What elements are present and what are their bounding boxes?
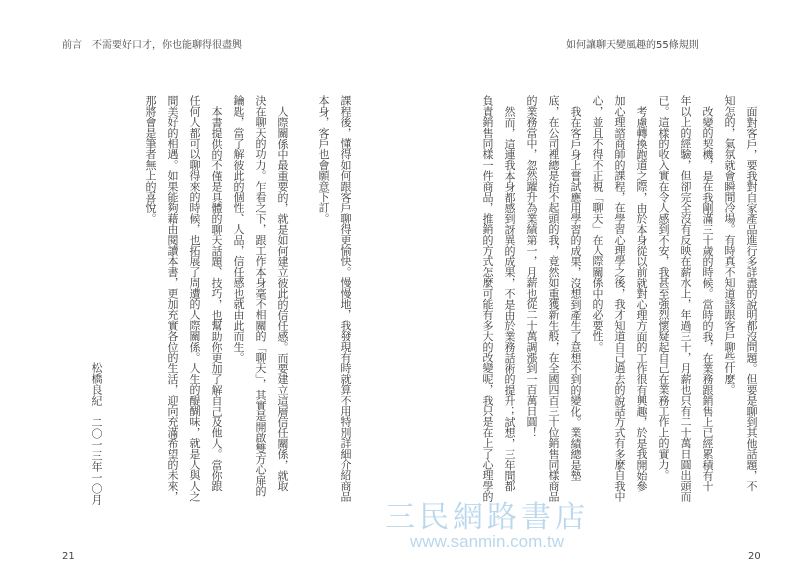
text-line: 鑰匙，當了解彼此的個性、人品，信任感也就由此而生。 [232,95,245,363]
text-line: 負責銷售同樣一件商品，推銷的方式怎麼可能有多大的改變呢，我只是在上了心理學的 [481,95,494,502]
text-line: 已。這樣的收入實在令人感到不安，我甚至強烈懷疑起自己在業務工作上的實力。 [657,95,670,481]
text-line: 考慮轉換跑道之際，由於本身從以前就對心理方面的工作很有興趣，於是我開始參 [635,106,648,492]
page-number: 21 [62,551,75,562]
text-line: 本身，客戶也會願意下訂。 [317,95,330,224]
watermark-url: www.sanmin.com.tw [410,532,564,551]
text-line: 決在聊天的功力。乍看之下，跟工作本身毫不相關的「聊天」，其實是開啟雙方心扉的 [254,95,267,497]
right-page [400,0,800,575]
text-line: 心，並且不得不正視「聊天」在人際關係中的必要性。 [591,95,604,352]
text-line: 任何人都可以聊得來的時候，也拓展了周遭的人際關係。人生的醍醐味，就是人與人之 [188,95,201,502]
text-line: 年以上的經驗，但卻完全沒有反映在薪水上，年過三十，月薪也只有二十萬日圓出頭而 [679,95,692,502]
text-line: 課程後，懂得如何跟客戶聊得更愉快。慢慢地，我發現有時就算不用特別詳細介紹商品 [339,95,352,502]
watermark [385,492,589,552]
text-line: 面對客戶，要我對自家產品進行多詳盡的說明都沒問題。但要是聊到其他話題，不 [745,106,758,492]
page-number: 20 [748,551,761,562]
text-line: 的業務當中，忽然躍升為業績第一，月薪也從二十萬調漲到一百萬日圓！ [525,95,538,438]
chapter-header: 前言 不需要好口才，你也能聊得很盡興 [62,40,242,51]
text-line: 改變的契機，是在我剛滿三十歲的時候。當時的我，在業務跟銷售上已經累積有十 [701,106,714,492]
author-signature: 松橋良紀 二〇一三年一〇月 [90,362,103,505]
text-line: 那將會是筆者無上的喜悅。 [144,95,157,224]
text-line: 底，在公司裡總是抬不起頭的我，竟然如重獲新生般，在全國四百三十位銷售同樣商品 [547,95,560,502]
text-line: 加心理諮商師的課程，在學習心理學之後，我才知道自己過去的說話方式有多麼自我中 [613,95,626,502]
watermark-name: 三民網路書店 [385,500,589,535]
text-line: 人際關係中最重要的，就是如何建立彼此的信任感。而要建立這層信任關係，就取 [276,106,289,492]
text-line: 然而，這連我本身都感到訝異的成果，不是由於業務話術的提升；試想，三年間都 [503,106,516,492]
text-line: 間美好的相遇。如果能夠藉由閱讀本書，更加充實各位的生活，迎向充滿希望的未來， [166,95,179,502]
text-line: 我在客戶身上嘗試應用學習的成果，沒想到產生了意想不到的變化。業績總是墊 [569,106,582,481]
text-line: 知怎的，氣氛就會瞬間冷場。有時真不知道該跟客戶聊些什麼。 [723,95,736,395]
text-line: 本書提供的不僅是具體的聊天話題、技巧，也幫助你更加了解自己及他人。當你跟 [210,106,223,492]
book-title-header: 如何讓聊天變風趣的55條規則 [566,40,699,51]
